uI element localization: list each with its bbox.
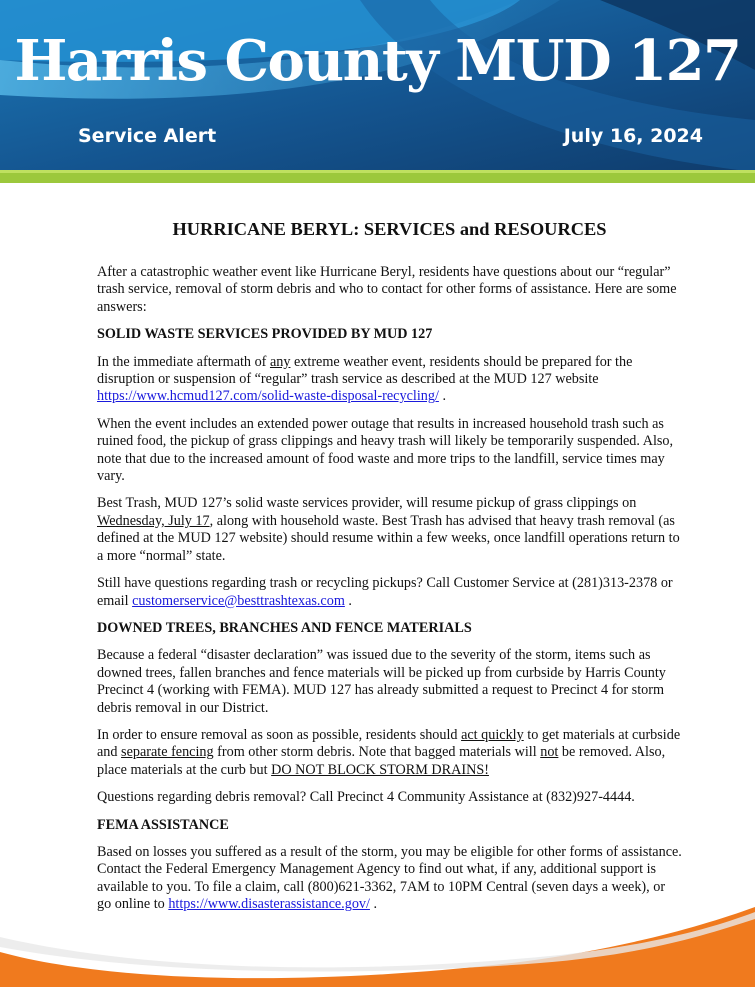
paragraph: Questions regarding debris removal? Call Precinct 4 Community Assistance at (832)927-4444. bbox=[97, 789, 635, 806]
underlined-warning: DO NOT BLOCK STORM DRAINS! bbox=[271, 761, 489, 778]
document-title: HURRICANE BERYL: SERVICES and RESOURCES bbox=[172, 219, 607, 239]
text: to get materials at curbside and bbox=[97, 726, 681, 761]
paragraph bbox=[97, 844, 682, 914]
text: In the immediate aftermath of bbox=[97, 353, 270, 370]
text: . bbox=[438, 388, 446, 405]
section-heading-fema: FEMA ASSISTANCE bbox=[97, 816, 229, 833]
underlined-text: separate fencing bbox=[121, 744, 214, 761]
section-heading-solid-waste: SOLID WASTE SERVICES PROVIDED BY MUD 127 bbox=[97, 326, 433, 343]
underlined-date: Wednesday, July 17 bbox=[97, 512, 210, 529]
intro-paragraph: After a catastrophic weather event like Hurricane Beryl, residents have questions about our “regular” trash service, removal of storm debris and who to contact for other forms of assistance. Here are some answers: bbox=[97, 264, 677, 315]
paragraph: Because a federal “disaster declaration” was issued due to the severity of the storm, items such as downed trees, fallen branches and fence materials will be picked up from curbside by Harris County Precinct 4 (working with FEMA). MUD 127 has already submitted a request to Precinct 4 for storm debris removal in our District. bbox=[97, 647, 666, 716]
underlined-text: act quickly bbox=[461, 726, 524, 743]
text: Based on losses you suffered as a result of the storm, you may be eligible for other forms of assistance. Contact the Federal Emergency Management Agency to find out what, if any, additional support is available to you. To file a claim, call (800)621-3362, 7AM to 10PM Central (seven days a week), or go online to bbox=[97, 843, 682, 913]
text: Best Trash, MUD 127’s solid waste services provider, will resume pickup of grass clippings on bbox=[97, 495, 637, 512]
text: . bbox=[344, 592, 352, 609]
header-date: July 16, 2024 bbox=[563, 125, 703, 147]
paragraph bbox=[97, 575, 682, 610]
header-banner bbox=[0, 0, 755, 183]
text: Still have questions regarding trash or recycling pickups? Call Customer Service at (281)313-2378 or email bbox=[97, 575, 673, 609]
text: In order to ensure removal as soon as possible, residents should bbox=[97, 726, 462, 743]
paragraph bbox=[97, 495, 682, 565]
header-title: Harris County MUD 127 bbox=[14, 28, 741, 94]
underlined-text: not bbox=[540, 744, 559, 761]
text: from other storm debris. Note that bagged materials will bbox=[213, 744, 541, 761]
text: . bbox=[369, 896, 378, 913]
paragraph: When the event includes an extended power outage that results in increased household trash such as ruined food, the pickup of grass clippings and heavy trash will likely be temporarily suspended. Also, note that due to the increased amount of food waste and more trips to the landfill, service times may vary. bbox=[97, 415, 674, 485]
mud-website-link[interactable]: https://www.hcmud127.com/solid-waste-disposal-recycling/ bbox=[97, 388, 439, 405]
underlined-text: any bbox=[269, 353, 291, 370]
section-heading-downed-trees: DOWNED TREES, BRANCHES AND FENCE MATERIALS bbox=[97, 619, 472, 636]
customer-service-email-link[interactable]: customerservice@besttrashtexas.com bbox=[132, 592, 345, 609]
document-body bbox=[97, 210, 682, 924]
header-label: Service Alert bbox=[78, 125, 217, 147]
paragraph bbox=[97, 727, 682, 779]
disaster-assistance-link[interactable]: https://www.disasterassistance.gov/ bbox=[168, 896, 370, 913]
text: be removed. Also, place materials at the curb but bbox=[97, 744, 666, 778]
text: , along with household waste. Best Trash has advised that heavy trash removal (as defined at the MUD 127 website) should resume within a few weeks, once landfill operations return to a more “normal” state. bbox=[97, 512, 680, 564]
paragraph bbox=[97, 354, 682, 406]
text: extreme weather event, residents should be prepared for the disruption or suspension of “regular” trash service as described at the MUD 127 website bbox=[97, 353, 633, 388]
